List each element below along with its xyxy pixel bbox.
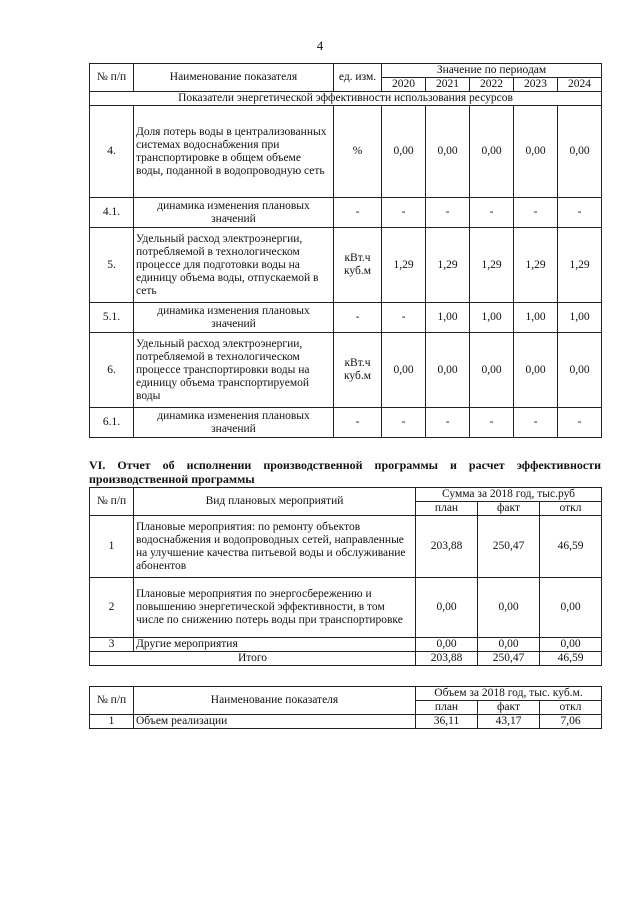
table-row [90, 228, 602, 303]
row-num: 5. [90, 228, 134, 303]
row-value: 0,00 [470, 106, 514, 198]
header-name: Наименование показателя [134, 64, 334, 92]
row-value: 1,00 [426, 303, 470, 333]
row-value: 0,00 [470, 333, 514, 408]
total-dev: 46,59 [540, 652, 602, 666]
header-values: Значение по периодам [382, 64, 602, 78]
table-row [90, 638, 602, 652]
row-value: - [382, 303, 426, 333]
header-year: 2024 [558, 78, 602, 92]
row-dev: 46,59 [540, 516, 602, 578]
row-num: 4. [90, 106, 134, 198]
row-name: Объем реализации [134, 715, 416, 729]
row-num: 4.1. [90, 198, 134, 228]
row-fact: 0,00 [478, 638, 540, 652]
header-fact: факт [478, 502, 540, 516]
row-value: 0,00 [382, 333, 426, 408]
row-name: динамика изменения плановых значений [134, 198, 334, 228]
row-value: 0,00 [558, 333, 602, 408]
row-unit: кВт.ч куб.м [334, 228, 382, 303]
row-num: 2 [90, 578, 134, 638]
row-value: 0,00 [426, 333, 470, 408]
header-year: 2020 [382, 78, 426, 92]
row-value: - [558, 408, 602, 438]
row-value: 0,00 [514, 106, 558, 198]
row-value: 1,29 [470, 228, 514, 303]
row-dev: 0,00 [540, 578, 602, 638]
row-name: Другие мероприятия [134, 638, 416, 652]
table-row [90, 408, 602, 438]
row-unit: - [334, 198, 382, 228]
row-value: 0,00 [426, 106, 470, 198]
table-row [90, 578, 602, 638]
row-value: 1,00 [514, 303, 558, 333]
row-value: 1,00 [470, 303, 514, 333]
row-value: - [514, 408, 558, 438]
row-value: 1,29 [426, 228, 470, 303]
row-num: 1 [90, 516, 134, 578]
page-number: 4 [316, 38, 324, 53]
header-year: 2023 [514, 78, 558, 92]
header-year: 2022 [470, 78, 514, 92]
header-name: Наименование показателя [134, 687, 416, 715]
section-title: VI. Отчет об исполнении производственной программы и расчет эффективности производственной программы [89, 458, 601, 486]
table-row [90, 198, 602, 228]
header-dev: откл [540, 502, 602, 516]
header-fact: факт [478, 701, 540, 715]
header-year: 2021 [426, 78, 470, 92]
row-value: 0,00 [514, 333, 558, 408]
row-name: динамика изменения плановых значений [134, 303, 334, 333]
row-name: Удельный расход электроэнергии, потребляемой в технологическом процессе транспортировки воды на единицу объема транспортируемой воды [134, 333, 334, 408]
table-row [90, 106, 602, 198]
row-fact: 250,47 [478, 516, 540, 578]
row-fact: 43,17 [478, 715, 540, 729]
header-unit: ед. изм. [334, 64, 382, 92]
row-name: Доля потерь воды в централизованных системах водоснабжения при транспортировке в общем объеме воды, поданной в водопроводную сеть [134, 106, 334, 198]
row-plan: 203,88 [416, 516, 478, 578]
program-report-table [89, 487, 602, 666]
row-unit: - [334, 303, 382, 333]
header-num: № п/п [90, 488, 134, 516]
header-num: № п/п [90, 64, 134, 92]
row-value: 0,00 [558, 106, 602, 198]
total-label: Итого [90, 652, 416, 666]
row-name: Удельный расход электроэнергии, потребляемой в технологическом процессе для подготовки воды на единицу объема воды, отпускаемой в сеть [134, 228, 334, 303]
header-plan: план [416, 701, 478, 715]
row-value: - [514, 198, 558, 228]
section-row: Показатели энергетической эффективности использования ресурсов [90, 92, 602, 106]
header-plan: план [416, 502, 478, 516]
row-value: - [382, 408, 426, 438]
header-name: Вид плановых мероприятий [134, 488, 416, 516]
row-name: Плановые мероприятия: по ремонту объектов водоснабжения и водопроводных сетей, направленные на улучшение качества питьевой воды и обслуживание абонентов [134, 516, 416, 578]
row-num: 6. [90, 333, 134, 408]
header-num: № п/п [90, 687, 134, 715]
total-fact: 250,47 [478, 652, 540, 666]
row-value: 1,29 [382, 228, 426, 303]
row-fact: 0,00 [478, 578, 540, 638]
row-value: - [470, 408, 514, 438]
row-value: 1,00 [558, 303, 602, 333]
row-value: - [558, 198, 602, 228]
row-name: Плановые мероприятия по энергосбережению и повышению энергетической эффективности, в том числе по снижению потерь воды при транспортировке [134, 578, 416, 638]
row-dev: 7,06 [540, 715, 602, 729]
row-num: 6.1. [90, 408, 134, 438]
row-unit: кВт.ч куб.м [334, 333, 382, 408]
row-value: 1,29 [558, 228, 602, 303]
row-name: динамика изменения плановых значений [134, 408, 334, 438]
header-dev: откл [540, 701, 602, 715]
row-plan: 0,00 [416, 578, 478, 638]
total-row [90, 652, 602, 666]
row-unit: - [334, 408, 382, 438]
row-value: - [382, 198, 426, 228]
row-plan: 0,00 [416, 638, 478, 652]
row-value: 1,29 [514, 228, 558, 303]
row-value: - [426, 408, 470, 438]
row-value: - [470, 198, 514, 228]
volume-table [89, 686, 602, 729]
row-num: 3 [90, 638, 134, 652]
header-sum: Сумма за 2018 год, тыс.руб [416, 488, 602, 502]
row-num: 5.1. [90, 303, 134, 333]
table-row [90, 303, 602, 333]
table-row [90, 333, 602, 408]
row-plan: 36,11 [416, 715, 478, 729]
header-volume: Объем за 2018 год, тыс. куб.м. [416, 687, 602, 701]
table-row [90, 715, 602, 729]
table-row [90, 516, 602, 578]
efficiency-indicators-table [89, 63, 602, 438]
row-value: - [426, 198, 470, 228]
total-plan: 203,88 [416, 652, 478, 666]
row-num: 1 [90, 715, 134, 729]
row-dev: 0,00 [540, 638, 602, 652]
row-value: 0,00 [382, 106, 426, 198]
row-unit: % [334, 106, 382, 198]
